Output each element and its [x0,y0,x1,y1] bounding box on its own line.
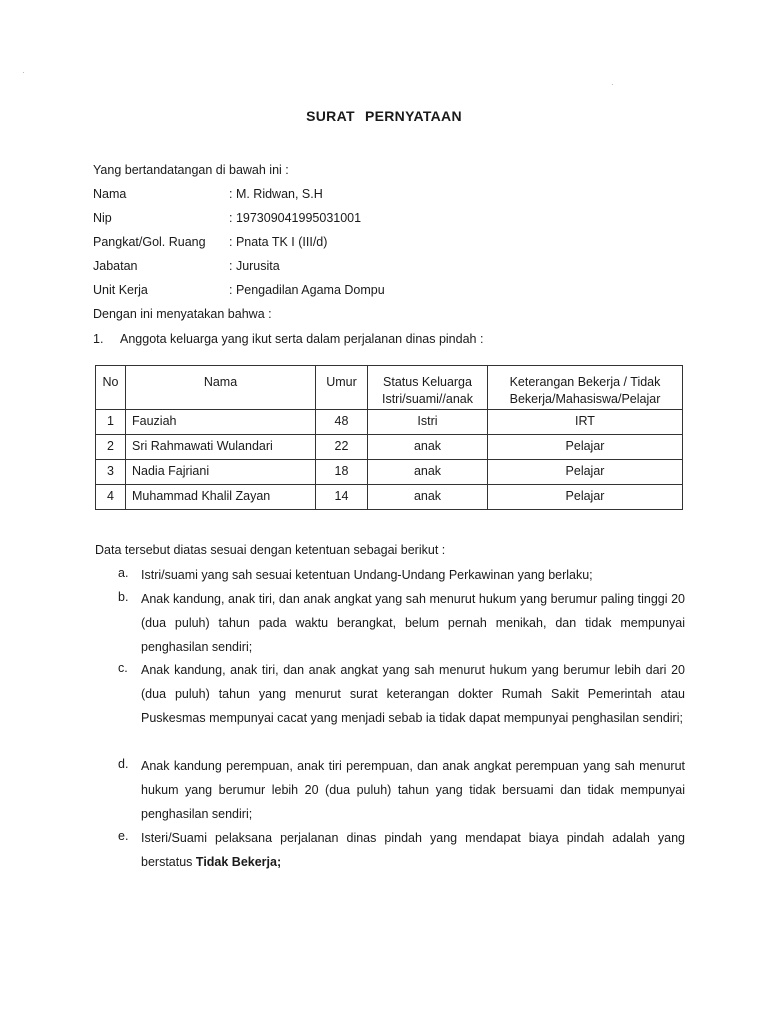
field-label: Unit Kerja [93,283,148,297]
scan-speck: · [611,80,614,89]
header-status-line1: Status Keluarga [383,375,472,389]
cell-umur: 14 [316,485,368,510]
field-value: : Pengadilan Agama Dompu [229,283,385,297]
cell-no: 4 [96,485,126,510]
cell-nama: Muhammad Khalil Zayan [126,485,316,510]
cell-status: anak [368,485,488,510]
intro-text: Yang bertandatangan di bawah ini : [93,163,289,177]
table-row [96,460,683,485]
table-row [96,435,683,460]
condition-letter: a. [118,566,129,580]
cell-keterangan: IRT [488,410,683,435]
scan-speck: · [22,68,25,77]
condition-text-normal: Isteri/Suami pelaksana perjalanan dinas pindah yang mendapat biaya pindah adalah yang berstatus [141,831,685,869]
condition-text: Anak kandung, anak tiri, dan anak angkat yang sah menurut hukum yang berumur paling tinggi 20 (dua puluh) tahun pada waktu berangkat, belum pernah menikah, dan tidak mempunyai penghasilan sendiri; [141,592,685,654]
header-keterangan [488,366,683,410]
header-status [368,366,488,410]
condition-text [141,826,685,874]
field-label: Jabatan [93,259,138,273]
field-label: Pangkat/Gol. Ruang [93,235,206,249]
header-ket-line1: Keterangan Bekerja / Tidak [509,375,661,389]
statement-text: Dengan ini menyatakan bahwa : [93,307,272,321]
item-number: 1. [93,332,104,346]
table-row [96,410,683,435]
condition-letter: b. [118,590,129,604]
cell-no: 3 [96,460,126,485]
family-members-table [95,365,683,510]
table-row [96,485,683,510]
header-no: No [96,366,126,410]
numbered-item-1 [93,332,483,346]
condition-text-bold: Tidak Bekerja; [195,855,282,869]
cell-status: anak [368,460,488,485]
condition-letter: c. [118,661,128,675]
condition-text: Anak kandung, anak tiri, dan anak angkat yang sah menurut hukum yang berumur lebih dari 20 (dua puluh) tahun yang menurut surat keterangan dokter Rumah Sakit Pemerintah atau Puskesmas mempunyai cacat yang menjadi sebab ia tidak dapat mempunyai penghasilan sendiri; [141,663,685,725]
cell-keterangan: Pelajar [488,485,683,510]
item-text: Anggota keluarga yang ikut serta dalam perjalanan dinas pindah : [120,332,484,346]
cell-umur: 22 [316,435,368,460]
field-value: : Pnata TK I (III/d) [229,235,328,249]
document-title: SURAT PERNYATAAN [306,108,462,124]
table-header-row [96,366,683,410]
header-nama: Nama [126,366,316,410]
cell-nama: Sri Rahmawati Wulandari [126,435,316,460]
cell-keterangan: Pelajar [488,460,683,485]
cell-status: Istri [368,410,488,435]
field-value: : 197309041995031001 [229,211,362,225]
condition-letter: d. [118,757,129,771]
cell-status: anak [368,435,488,460]
condition-letter: e. [118,829,129,843]
cell-no: 2 [96,435,126,460]
cell-nama: Fauziah [126,410,316,435]
condition-text: Anak kandung perempuan, anak tiri perempuan, dan anak angkat perempuan yang sah menurut hukum yang berumur lebih 20 (dua puluh) tahun yang tidak bersuami dan tidak mempunyai penghasilan sendiri; [141,759,685,821]
cell-umur: 48 [316,410,368,435]
header-ket-line2: Bekerja/Mahasiswa/Pelajar [509,392,661,406]
condition-text: Istri/suami yang sah sesuai ketentuan Undang-Undang Perkawinan yang berlaku; [141,568,593,582]
header-umur: Umur [316,366,368,410]
field-value: : Jurusita [229,259,280,273]
header-status-line2: Istri/suami//anak [381,392,473,406]
conditions-intro: Data tersebut diatas sesuai dengan ketentuan sebagai berikut : [95,543,446,557]
field-value: : M. Ridwan, S.H [229,187,323,201]
field-label: Nama [93,187,127,201]
cell-no: 1 [96,410,126,435]
cell-umur: 18 [316,460,368,485]
cell-keterangan: Pelajar [488,435,683,460]
field-label: Nip [93,211,112,225]
cell-nama: Nadia Fajriani [126,460,316,485]
